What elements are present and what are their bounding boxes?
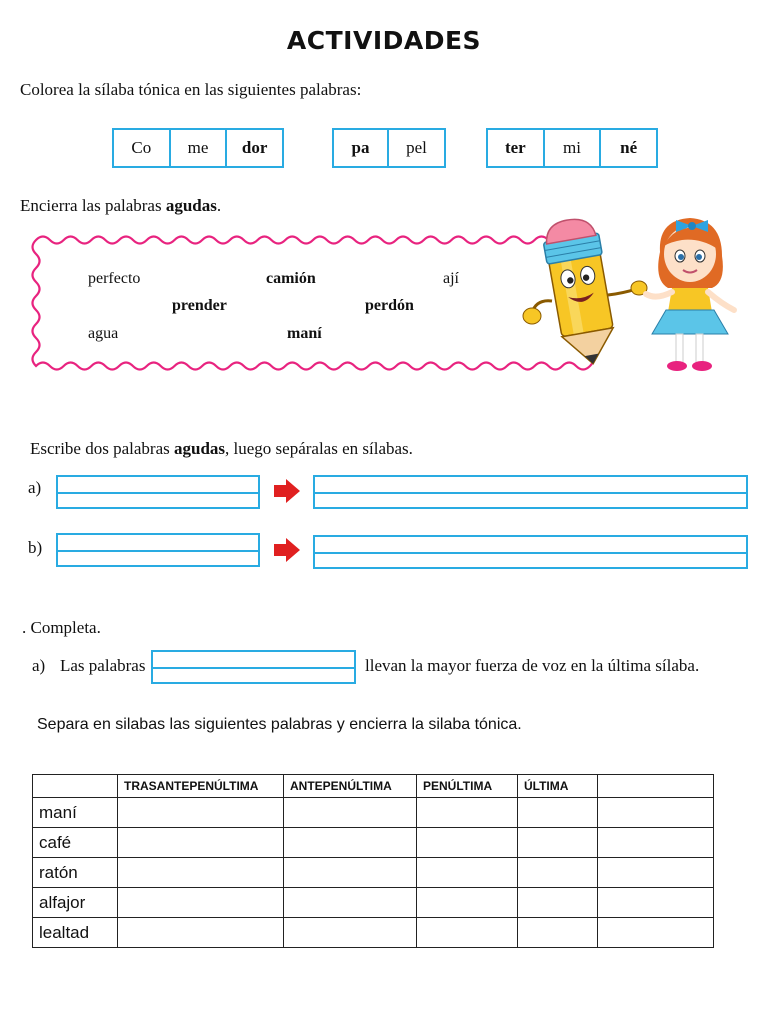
word-option[interactable]: agua — [88, 325, 119, 342]
syllable-cell[interactable]: pa — [334, 130, 389, 166]
instruction-complete: . Completa. — [22, 618, 101, 637]
sentence-suffix: llevan la mayor fuerza de voz en la última sílaba. — [365, 656, 700, 675]
page-title: ACTIVIDADES — [286, 26, 482, 55]
instruction-circle-agudas — [20, 196, 221, 216]
table-input-cell[interactable] — [518, 918, 598, 948]
table-input-cell[interactable] — [518, 858, 598, 888]
table-input-cell[interactable] — [417, 798, 518, 828]
table-input-cell[interactable] — [598, 828, 714, 858]
table-row — [33, 828, 714, 858]
table-row — [33, 798, 714, 828]
word-option[interactable]: ají — [443, 270, 459, 287]
table-input-cell[interactable] — [284, 918, 417, 948]
table-row — [33, 918, 714, 948]
table-input-cell[interactable] — [118, 888, 284, 918]
table-input-cell[interactable] — [598, 918, 714, 948]
syllable-cell[interactable]: mi — [545, 130, 602, 166]
answer-word-field-b[interactable] — [56, 533, 260, 567]
table-input-cell[interactable] — [284, 798, 417, 828]
table-input-cell[interactable] — [118, 828, 284, 858]
table-input-cell[interactable] — [118, 918, 284, 948]
table-input-cell[interactable] — [598, 858, 714, 888]
instruction-color-tonic: Colorea la sílaba tónica en las siguientes palabras: — [20, 80, 362, 99]
sentence-prefix: Las palabras — [60, 656, 146, 675]
word-option[interactable]: maní — [287, 325, 322, 342]
table-input-cell[interactable] — [284, 858, 417, 888]
table-input-cell[interactable] — [284, 888, 417, 918]
table-row — [33, 858, 714, 888]
table-input-cell[interactable] — [598, 888, 714, 918]
table-input-cell[interactable] — [598, 798, 714, 828]
table-header-cell — [33, 775, 118, 798]
answer-word-field-a[interactable] — [56, 475, 260, 509]
syllable-group-papel — [332, 128, 446, 168]
table-input-cell[interactable] — [417, 858, 518, 888]
arrow-right-icon — [272, 477, 302, 505]
word-option[interactable]: prender — [172, 297, 227, 314]
table-word-cell: maní — [33, 798, 118, 828]
syllable-cell[interactable]: dor — [241, 138, 268, 157]
instruction-bold-text: agudas — [173, 439, 226, 458]
item-label-b: b) — [28, 538, 43, 557]
table-header-row — [33, 775, 714, 798]
table-header-cell: ANTEPENÚLTIMA — [284, 775, 417, 798]
syllable-table — [32, 774, 714, 948]
item-label-a: a) — [28, 478, 42, 497]
instruction-text: . — [216, 196, 222, 215]
instruction-text: Encierra las palabras — [20, 196, 166, 215]
syllable-cell[interactable]: me — [171, 130, 228, 166]
wavy-border-frame — [30, 232, 600, 374]
table-word-cell: café — [33, 828, 118, 858]
table-header-cell: PENÚLTIMA — [417, 775, 518, 798]
instruction-write-agudas — [30, 439, 413, 459]
answer-syllables-field-b[interactable] — [313, 535, 748, 569]
syllable-cell[interactable]: Co — [114, 130, 171, 166]
table-header-cell: ÚLTIMA — [518, 775, 598, 798]
syllable-cell[interactable]: pel — [406, 138, 427, 157]
arrow-right-icon — [272, 536, 302, 564]
table-input-cell[interactable] — [518, 888, 598, 918]
item-label-a: a) — [32, 656, 46, 675]
word-option[interactable]: perdón — [365, 297, 414, 314]
table-row — [33, 888, 714, 918]
word-option[interactable]: camión — [266, 270, 316, 287]
syllable-cell[interactable]: né — [620, 138, 638, 157]
word-option[interactable]: perfecto — [88, 270, 141, 287]
instruction-text: Escribe dos palabras — [30, 439, 174, 458]
instruction-separate-syllables: Separa en silabas las siguientes palabras y encierra la silaba tónica. — [37, 716, 522, 733]
instruction-text: , luego sepáralas en sílabas. — [225, 439, 413, 458]
syllable-cell[interactable]: ter — [488, 130, 545, 166]
table-input-cell[interactable] — [518, 798, 598, 828]
instruction-bold-text: agudas — [165, 196, 217, 215]
table-input-cell[interactable] — [417, 828, 518, 858]
table-input-cell[interactable] — [118, 798, 284, 828]
table-input-cell[interactable] — [417, 888, 518, 918]
syllable-group-termine — [486, 128, 658, 168]
table-word-cell: alfajor — [33, 888, 118, 918]
answer-syllables-field-a[interactable] — [313, 475, 748, 509]
table-input-cell[interactable] — [118, 858, 284, 888]
table-input-cell[interactable] — [417, 918, 518, 948]
table-input-cell[interactable] — [284, 828, 417, 858]
syllable-group-comedor — [112, 128, 284, 168]
table-header-cell: TRASANTEPENÚLTIMA — [118, 775, 284, 798]
table-word-cell: ratón — [33, 858, 118, 888]
girl-character-illustration — [630, 212, 742, 377]
fill-in-blank-field[interactable] — [151, 650, 356, 684]
table-input-cell[interactable] — [518, 828, 598, 858]
table-word-cell: lealtad — [33, 918, 118, 948]
table-header-cell — [598, 775, 714, 798]
